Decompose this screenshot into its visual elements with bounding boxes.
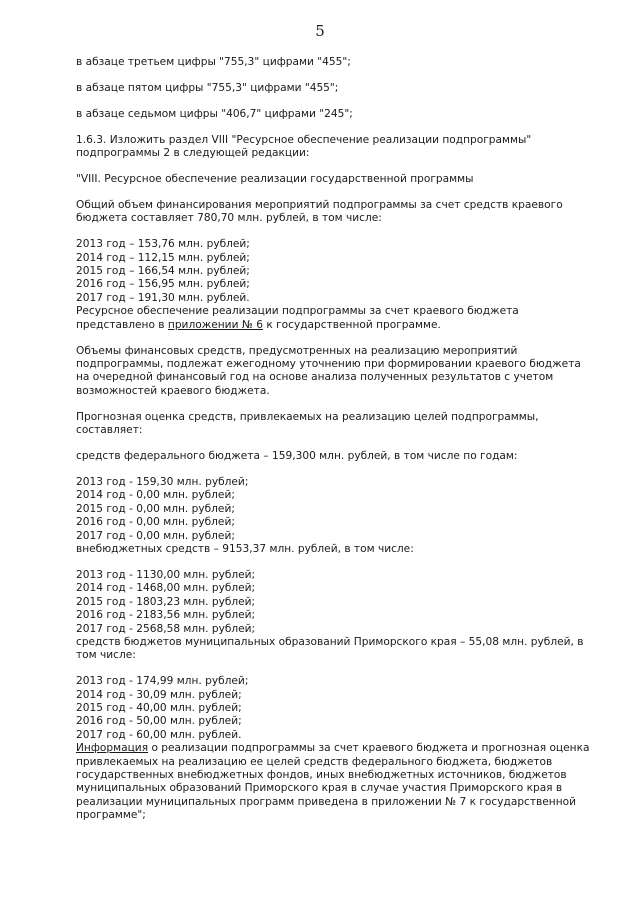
paragraph-total-financing: Общий объем финансирования мероприятий подпрограммы за счет средств краевого бюджета составляет 780,70 млн. рублей, в том числе: <box>76 198 563 225</box>
paragraph-federal: средств федерального бюджета – 159,300 млн. рублей, в том числе по годам: <box>76 450 518 463</box>
list-item: 2013 год – 153,76 млн. рублей; <box>76 238 250 251</box>
paragraph-seventh-abzac: в абзаце седьмом цифры "406,7" цифрами "245"; <box>76 107 353 120</box>
resource-note-text: Ресурсное обеспечение реализации подпрограммы за счет краевого бюджета представлено в <box>76 305 519 331</box>
list-item: 2015 год - 40,00 млн. рублей; <box>76 702 242 715</box>
list-item: 2017 год – 191,30 млн. рублей. <box>76 291 250 304</box>
paragraph-forecast: Прогнозная оценка средств, привлекаемых на реализацию целей подпрограммы, составляет: <box>76 410 539 437</box>
list-item: 2014 год - 30,09 млн. рублей; <box>76 688 242 701</box>
list-item: 2014 год - 0,00 млн. рублей; <box>76 489 235 502</box>
extrabudget-heading: внебюджетных средств – 9153,37 млн. рублей, в том числе: <box>76 542 414 555</box>
list-item: 2014 год – 112,15 млн. рублей; <box>76 251 250 264</box>
list-item: 2016 год - 50,00 млн. рублей; <box>76 715 242 728</box>
list-item: 2016 год – 156,95 млн. рублей; <box>76 278 250 291</box>
municipal-heading: средств бюджетов муниципальных образований Приморского края – 55,08 млн. рублей, в том числе: <box>76 635 584 662</box>
paragraph-section-change: 1.6.3. Изложить раздел VIII "Ресурсное обеспечение реализации подпрограммы" подпрограммы 2 в следующей редакции: <box>76 133 532 160</box>
list-item: 2017 год - 2568,58 млн. рублей; <box>76 622 256 635</box>
paragraph-third-abzac: в абзаце третьем цифры "755,3" цифрами "455"; <box>76 56 351 68</box>
page-number: 5 <box>315 22 325 40</box>
list-item: 2015 год – 166,54 млн. рублей; <box>76 265 250 278</box>
info-link[interactable]: Информация <box>76 742 149 755</box>
appendix-6-link[interactable]: приложении № 6 <box>167 318 263 331</box>
list-item: 2016 год - 0,00 млн. рублей; <box>76 516 235 529</box>
federal-by-year-list <box>76 476 591 556</box>
list-item: 2014 год - 1468,00 млн. рублей; <box>76 582 256 595</box>
list-item: 2017 год - 0,00 млн. рублей; <box>76 529 235 542</box>
list-item: 2013 год - 1130,00 млн. рублей; <box>76 568 256 581</box>
paragraph-info-note <box>76 742 591 822</box>
paragraph-volumes: Объемы финансовых средств, предусмотренных на реализацию мероприятий подпрограммы, подлежат ежегодному уточнению при формировании краевого бюджета на очередной финансовый год на основе анализа полученных результатов с учетом возможностей краевого бюджета. <box>76 344 581 397</box>
regional-by-year-list <box>76 238 591 305</box>
resource-note-tail: к государственной программе. <box>262 318 441 331</box>
paragraph-fifth-abzac: в абзаце пятом цифры "755,3" цифрами "455"; <box>76 81 339 94</box>
list-item: 2016 год - 2183,56 млн. рублей; <box>76 609 256 622</box>
municipal-by-year-list <box>76 675 591 742</box>
list-item: 2013 год - 174,99 млн. рублей; <box>76 675 249 688</box>
list-item: 2013 год - 159,30 млн. рублей; <box>76 475 249 488</box>
list-item: 2015 год - 0,00 млн. рублей; <box>76 502 235 515</box>
paragraph-resource-note <box>76 305 591 332</box>
extrabudget-by-year-list <box>76 569 591 636</box>
document-body <box>76 56 591 835</box>
list-item: 2017 год - 60,00 млн. рублей. <box>76 728 242 741</box>
info-note-text: о реализации подпрограммы за счет краевого бюджета и прогнозная оценка привлекаемых на реализацию ее целей средств федерального бюджета, бюджетов государственных внебюджетных фондов, иных внебюджетных источников, бюджетов муниципальных образований Приморского края в случае участия Приморского края в реализации муниципальных программ приведена в приложении № 7 к государственной программе"; <box>76 742 590 822</box>
list-item: 2015 год - 1803,23 млн. рублей; <box>76 595 256 608</box>
section-heading: "VIII. Ресурсное обеспечение реализации государственной программы <box>76 173 474 186</box>
